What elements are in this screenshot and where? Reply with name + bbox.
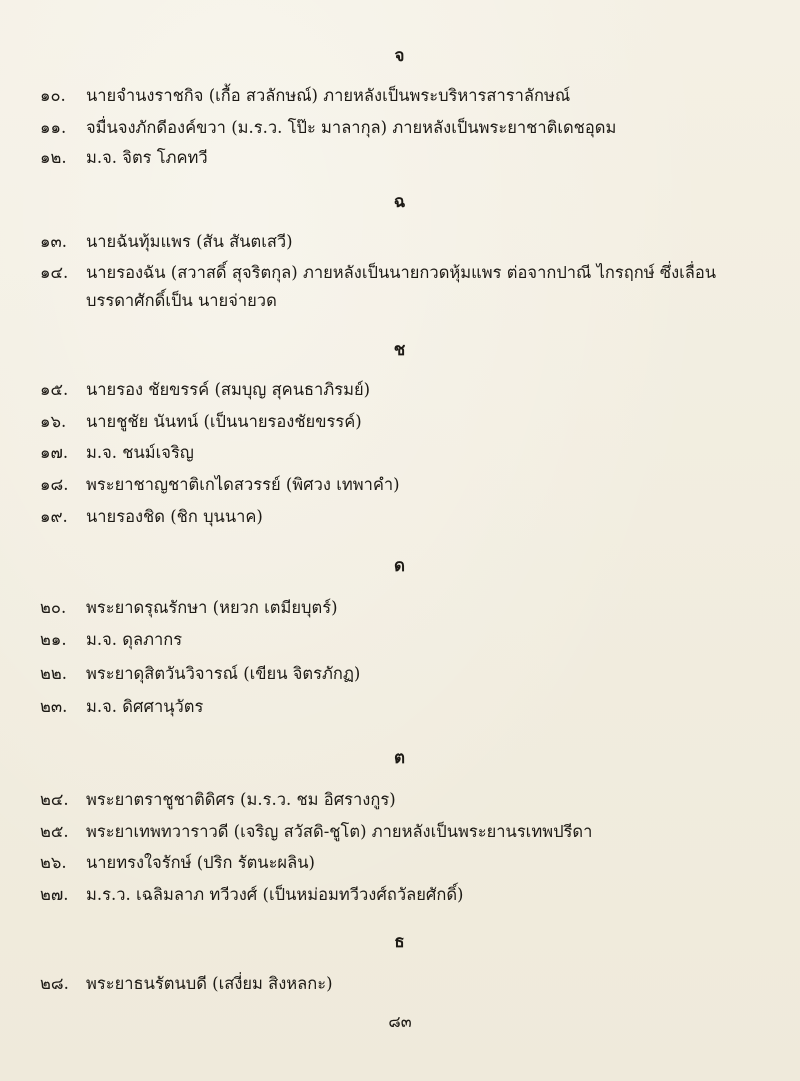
entry-number: ๒๕. — [40, 822, 69, 841]
entry-number: ๒๐. — [40, 598, 67, 617]
section-heading: ธ — [394, 932, 406, 952]
entry-text: นายรองฉัน (สวาสดิ์ สุจริตกุล) ภายหลังเป็นนายกวดหุ้มแพร ต่อจากปาณี ไกรฤกษ์ ซึ่งเลื่อนบรรดาศักดิ์เป็น นายจ่ายวด — [86, 263, 717, 310]
entry-number: ๒๗. — [40, 885, 69, 904]
entry-text: นายชูชัย นันทน์ (เป็นนายรองชัยขรรค์) — [86, 412, 362, 431]
entry-number: ๑๙. — [40, 507, 68, 526]
entry-text: พระยาดรุณรักษา (หยวก เตมียบุตร์) — [86, 598, 338, 617]
entry-number: ๒๘. — [40, 974, 69, 993]
entry-text: พระยาตราชูชาติดิศร (ม.ร.ว. ชม อิศรางกูร) — [86, 790, 396, 809]
entry-text: ม.ร.ว. เฉลิมลาภ ทวีวงศ์ (เป็นหม่อมทวีวงศ์ถวัลยศักดิ์) — [86, 885, 464, 904]
page-number: ๘๓ — [388, 1012, 412, 1031]
entry-number: ๑๒. — [40, 148, 67, 167]
entry-number: ๑๓. — [40, 232, 67, 251]
entry-number: ๒๓. — [40, 697, 68, 716]
entry-number: ๑๕. — [40, 380, 69, 399]
entry-number: ๑๔. — [40, 263, 69, 282]
entry-text: พระยาชาญชาติเกไดสวรรย์ (พิศวง เทพาคำ) — [86, 475, 400, 494]
section-heading: ช — [393, 340, 407, 360]
section-heading: จ — [394, 46, 406, 66]
entry-number: ๒๑. — [40, 630, 67, 649]
section-heading: ฉ — [393, 192, 407, 212]
section-heading: ต — [393, 748, 407, 768]
entry-text: ม.จ. ดุลภากร — [86, 630, 183, 649]
entry-number: ๑๐. — [40, 86, 66, 105]
entry-number: ๑๖. — [40, 412, 67, 431]
entry-text: ม.จ. จิตร โภคทวี — [86, 148, 208, 167]
entry-number: ๑๘. — [40, 475, 69, 494]
section-heading: ด — [393, 556, 407, 576]
entry-text: ม.จ. ชนม์เจริญ — [86, 443, 194, 462]
entry-number: ๒๒. — [40, 664, 67, 683]
entry-text: นายรองชิด (ชิก บุนนาค) — [86, 507, 263, 526]
entry-text: พระยาดุสิตวันวิจารณ์ (เขียน จิตรภักฏ) — [86, 664, 361, 683]
entry-text: นายจำนงราชกิจ (เกื้อ สวลักษณ์) ภายหลังเป็นพระบริหารสาราลักษณ์ — [86, 86, 571, 105]
entry-number: ๑๑. — [40, 118, 67, 137]
entry-text: จมื่นจงภักดีองค์ขวา (ม.ร.ว. โป๊ะ มาลากุล) ภายหลังเป็นพระยาชาติเดชอุดม — [86, 118, 617, 137]
entry-text: นายฉันทุ้มแพร (สัน สันตเสวี) — [86, 232, 293, 251]
entry-number: ๒๖. — [40, 853, 67, 872]
entry-text: พระยาธนรัตนบดี (เสงี่ยม สิงหลกะ) — [86, 974, 333, 993]
entry-number: ๒๔. — [40, 790, 69, 809]
entry-text: พระยาเทพทวาราวดี (เจริญ สวัสดิ-ชูโต) ภายหลังเป็นพระยานรเทพปรีดา — [86, 822, 593, 841]
entry-number: ๑๗. — [40, 443, 69, 462]
entry-text: ม.จ. ดิศศานุวัตร — [86, 697, 204, 716]
entry-text: นายรอง ชัยขรรค์ (สมบุญ สุคนธาภิรมย์) — [86, 380, 371, 399]
entry-text: นายทรงใจรักษ์ (ปริก รัตนะผลิน) — [86, 853, 315, 872]
